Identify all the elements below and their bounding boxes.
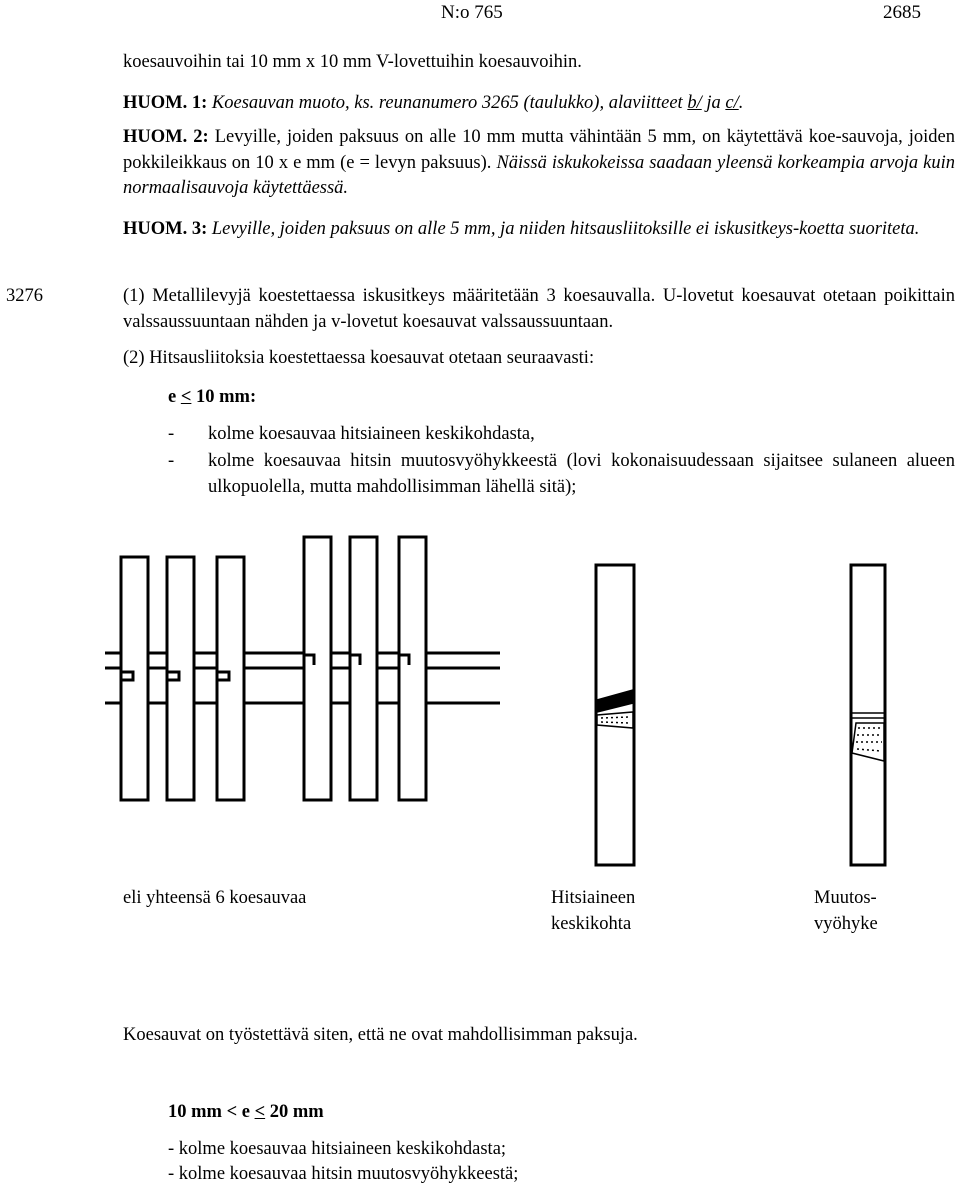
note-2-text-italic: Näissä iskukokeissa saadaan yleensä korkeampia arvoja kuin normaalisauvoja käytettäessä. <box>123 152 955 198</box>
list-item: - kolme koesauvaa hitsiaineen keskikohdasta, <box>168 424 535 444</box>
note-2-text: Levyille, joiden paksuus on alle 10 mm mutta vähintään 5 mm, on käytettävä koe-sauvoja, joiden pokkileikkaus on 10 x e mm (e = levyn paksuus). <box>123 127 955 173</box>
note-2-label: HUOM. 2: <box>123 127 209 147</box>
note-1-label: HUOM. 1: <box>123 93 208 113</box>
note-1-text: Koesauvan muoto, ks. reunanumero 3265 (taulukko), alaviitteet b/ ja c/. <box>211 93 744 113</box>
specimen-bar <box>399 537 426 800</box>
note-3-label: HUOM. 3: <box>123 219 208 239</box>
note-1 <box>123 91 938 117</box>
caption-total-specimens: eli yhteensä 6 koesauvaa <box>123 888 307 908</box>
specimen-bar <box>350 537 377 800</box>
closing-paragraph: Koesauvat on työstettävä siten, että ne ovat mahdollisimman paksuja. <box>123 1025 638 1045</box>
note-2 <box>123 125 955 202</box>
paragraph-2: (2) Hitsausliitoksia koestettaessa koesauvat otetaan seuraavasti: <box>123 348 595 368</box>
section-number: 3276 <box>6 286 43 306</box>
footnote-ref-c: c/ <box>725 93 739 113</box>
list-item: - kolme koesauvaa hitsin muutosvyöhykkeestä; <box>168 1164 519 1184</box>
list-item: - kolme koesauvaa hitsiaineen keskikohdasta; <box>168 1139 507 1159</box>
page-number: 2685 <box>883 2 921 23</box>
list-item: - kolme koesauvaa hitsin muutosvyöhykkeestä (lovi kokonaisuudessaan sijaitsee sulaneen alueen ulkopuolella, mutta mahdollisimman lähellä sitä); <box>168 451 955 497</box>
caption-weld-center: Hitsiaineen keskikohta <box>551 888 636 934</box>
condition-heading-2: 10 mm < e < 20 mm <box>168 1102 324 1122</box>
less-or-equal-symbol: < <box>254 1102 266 1122</box>
note-3 <box>123 217 955 243</box>
footnote-ref-b: b/ <box>687 93 702 113</box>
paragraph-1: (1) Metallilevyjä koestettaessa iskusitkeys määritetään 3 koesauvalla. U-lovetut koesauvat otetaan poikittain valssaussuuntaan nähden ja v-lovetut koesauvat valssaussuuntaan. <box>123 286 955 332</box>
specimen-figure <box>0 525 960 875</box>
issue-number: N:o 765 <box>441 2 503 23</box>
intro-line: koesauvoihin tai 10 mm x 10 mm V-lovettuihin koesauvoihin. <box>123 52 582 72</box>
condition-heading-1: e < 10 mm: <box>168 387 257 407</box>
caption-heat-affected-zone: Muutos- vyöhyke <box>814 888 878 934</box>
less-or-equal-symbol: < <box>180 387 192 407</box>
note-3-text: Levyille, joiden paksuus on alle 5 mm, ja niiden hitsausliitoksille ei iskusitkeys-koetta suoriteta. <box>211 219 920 239</box>
heat-affected-zone-specimen <box>851 565 885 865</box>
specimen-bar <box>304 537 331 800</box>
